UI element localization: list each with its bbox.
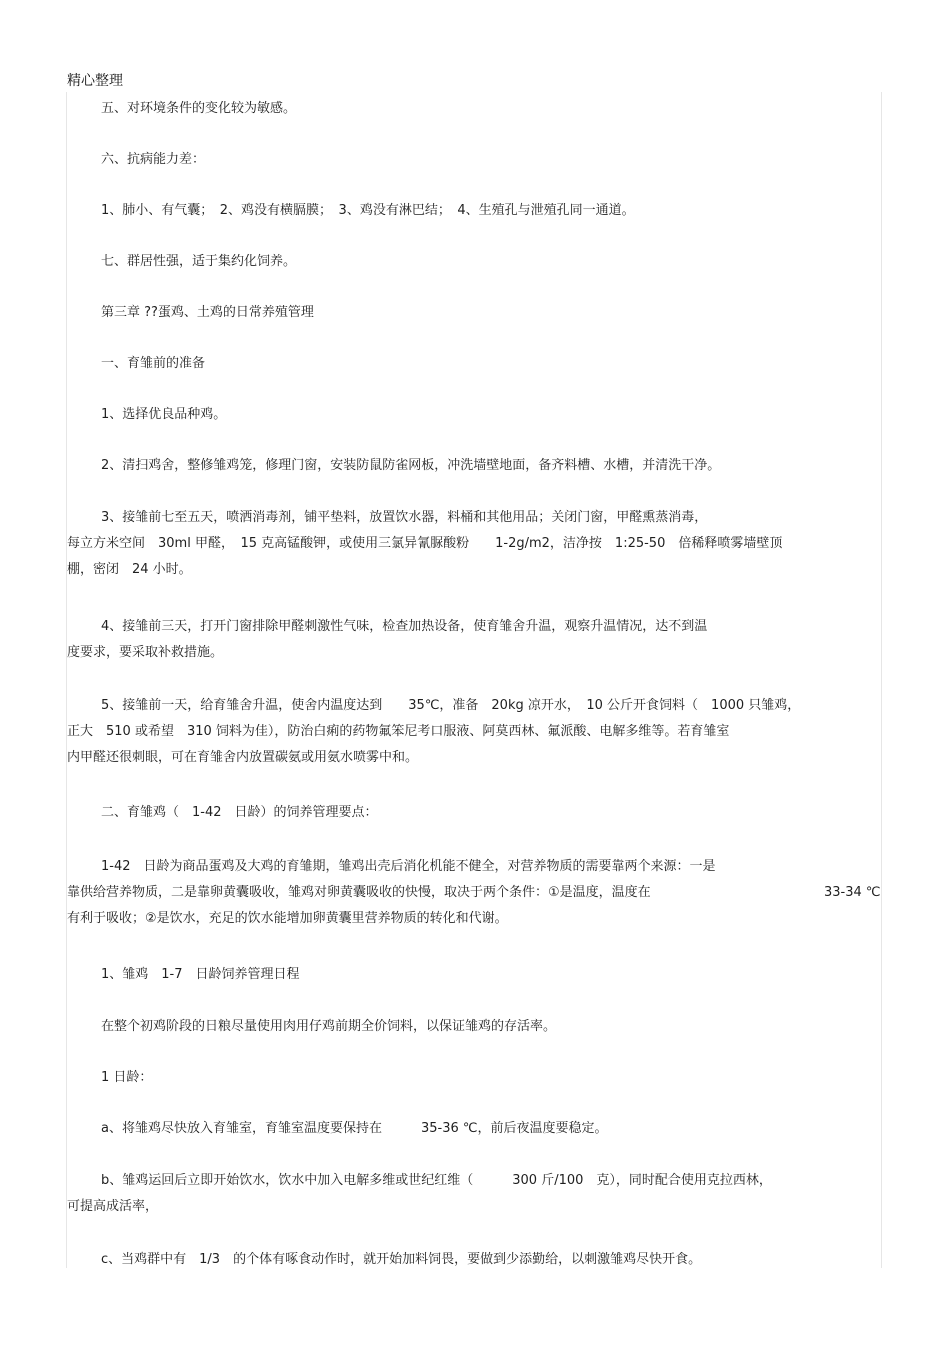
paragraph-line: 在整个初鸡阶段的日粮尽量使用肉用仔鸡前期全价饲料，以保证雏鸡的存活率。 — [101, 1019, 557, 1034]
paragraph-line: 可提高成活率， — [67, 1199, 159, 1214]
paragraph-line: b、雏鸡运回后立即开始饮水，饮水中加入电解多维或世纪红维（ 300 斤/100 克），同时配合使用克拉西林， — [101, 1173, 772, 1188]
paragraph-line: 二、育雏鸡（ 1-42 日龄）的饲养管理要点： — [101, 805, 378, 820]
paragraph-line: 1、选择优良品种鸡。 — [101, 407, 227, 422]
page-header: 精心整理 — [67, 73, 123, 89]
paragraph-line: a、将雏鸡尽快放入育雏室，育雏室温度要保持在 35-36 ℃，前后夜温度要稳定。 — [101, 1121, 608, 1136]
paragraph-line: 五、对环境条件的变化较为敏感。 — [101, 101, 297, 116]
temperature-note: 33-34 ℃ — [824, 885, 881, 900]
paragraph-line: 2、清扫鸡舍，整修雏鸡笼，修理门窗，安装防鼠防雀网板，冲洗墙壁地面，备齐料槽、水槽，并清洗干净。 — [101, 458, 721, 473]
paragraph-line: 1、雏鸡 1-7 日龄饲养管理日程 — [101, 967, 300, 982]
paragraph-line: 5、接雏前一天，给育雏舍升温，使舍内温度达到 35℃，准备 20kg 凉开水， 10 公斤开食饲料（ 1000 只雏鸡， — [101, 698, 801, 713]
paragraph-line: 第三章 ??蛋鸡、土鸡的日常养殖管理 — [101, 305, 314, 320]
paragraph-line: 1-42 日龄为商品蛋鸡及大鸡的育雏期，雏鸡出壳后消化机能不健全，对营养物质的需要靠两个来源：一是 — [101, 859, 716, 874]
paragraph-line: 1、肺小、有气囊； 2、鸡没有横膈膜； 3、鸡没有淋巴结； 4、生殖孔与泄殖孔同一通道。 — [101, 203, 635, 218]
paragraph-line: 1 日龄： — [101, 1070, 153, 1085]
paragraph-line: 内甲醛还很刺眼，可在育雏舍内放置碳氨或用氨水喷雾中和。 — [67, 750, 419, 765]
paragraph-line: 六、抗病能力差： — [101, 152, 206, 167]
paragraph-line: c、当鸡群中有 1/3 的个体有啄食动作时，就开始加料饲畏，要做到少添勤给，以刺激雏鸡尽快开食。 — [101, 1252, 702, 1267]
paragraph-line: 每立方米空间 30ml 甲醛， 15 克高锰酸钾，或使用三氯异氰脲酸粉 1-2g/m2，洁净按 1:25-50 倍稀释喷雾墙壁顶 — [67, 536, 783, 551]
paragraph-line: 靠供给营养物质，二是靠卵黄囊吸收，雏鸡对卵黄囊吸收的快慢，取决于两个条件：①是温度，温度在 — [67, 885, 651, 900]
paragraph-line: 有利于吸收；②是饮水，充足的饮水能增加卵黄囊里营养物质的转化和代谢。 — [67, 911, 508, 926]
paragraph-line: 4、接雏前三天，打开门窗排除甲醛刺激性气味，检查加热设备，使育雏舍升温，观察升温情况，达不到温 — [101, 619, 708, 634]
paragraph-line: 一、育雏前的准备 — [101, 356, 206, 371]
paragraph-line: 3、接雏前七至五天，喷洒消毒剂，铺平垫料，放置饮水器，料桶和其他用品；关闭门窗，甲醛熏蒸消毒， — [101, 510, 708, 525]
paragraph-line: 棚，密闭 24 小时。 — [67, 562, 192, 577]
paragraph-line: 正大 510 或希望 310 饲料为佳），防治白痢的药物氟笨尼考口服液、阿莫西林、氟派酸、电解多维等。若育雏室 — [67, 724, 730, 739]
paragraph-line: 度要求，要采取补救措施。 — [67, 645, 224, 660]
paragraph-line: 七、群居性强，适于集约化饲养。 — [101, 254, 297, 269]
